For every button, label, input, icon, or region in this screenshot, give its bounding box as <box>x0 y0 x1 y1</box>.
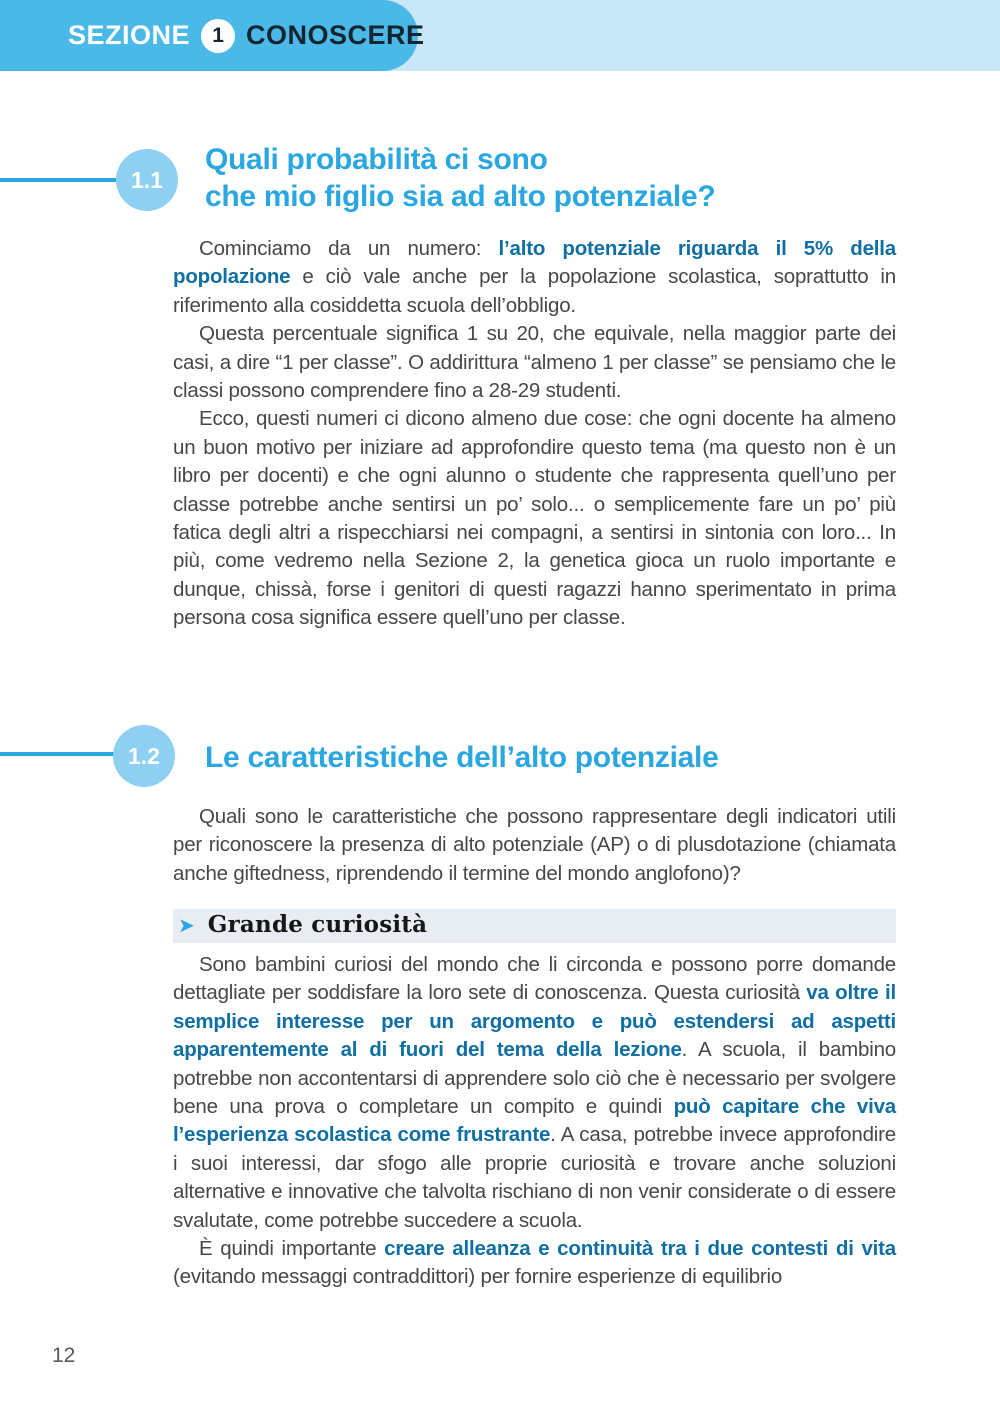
body-text: (evitando messaggi contraddittori) per fornire esperienze di equilibrio <box>173 1265 783 1289</box>
body-paragraph <box>173 1235 896 1292</box>
section-heading-1-2 <box>205 739 718 776</box>
subheading-label: Grande curiosità <box>207 911 428 938</box>
body-paragraph <box>173 951 896 1235</box>
section-badge-1-1: 1.1 <box>116 149 178 211</box>
section-label: SEZIONE <box>68 20 191 50</box>
body-paragraph <box>173 405 896 632</box>
body-text: . A scuola, il bambino potrebbe non accontentarsi di apprendere solo ciò che è necessario per svolgere bene una prova o completare un compito e quindi <box>173 1038 896 1119</box>
emphasis-text: va oltre il semplice interesse per un argomento e può estendersi ad aspetti apparentemente al di fuori del tema della lezione <box>173 981 896 1062</box>
body-text: È quindi importante <box>199 1237 385 1261</box>
curiosity-body <box>173 951 896 1292</box>
body-paragraph <box>173 320 896 405</box>
body-text: Questa percentuale significa 1 su 20, che equivale, nella maggior parte dei casi, a dire “1 per classe”. O addirittura “almeno 1 per classe” se pensiamo che le classi possono comprendere fino a 28-29 studenti. <box>173 322 896 403</box>
section-rule <box>0 752 118 756</box>
body-text: Ecco, questi numeri ci dicono almeno due cose: che ogni docente ha almeno un buon motivo per iniziare ad approfondire questo tema (ma questo non è un libro per docenti) e che ogni alunno o studente che rappresenta quell’uno per classe potrebbe anche sentirsi un po’ solo... o semplicemente fare un po’ più fatica degli altri a rispecchiarsi nei compagni, a sentirsi in sintonia con loro... In più, come vedremo nella Sezione 2, la genetica gioca un ruolo importante e dunque, chissà, forse i genitori di questi ragazzi hanno sperimentato in prima persona cosa significa essere quell’uno per classe. <box>173 407 896 630</box>
section-badge-1-2: 1.2 <box>113 725 175 787</box>
body-text: Cominciamo da un numero: <box>199 237 499 260</box>
body-paragraph <box>173 235 896 320</box>
heading-line: Quali probabilità ci sono <box>205 143 548 176</box>
heading-line: Le caratteristiche dell’alto potenziale <box>205 741 719 774</box>
emphasis-text: creare alleanza e continuità tra i due contesti di vita <box>384 1237 896 1261</box>
section-title: CONOSCERE <box>246 20 425 50</box>
body-text: . A casa, potrebbe invece approfondire i suoi interessi, dar sfogo alle proprie curiosità e trovare anche soluzioni alternative e innovative che talvolta rischiano di non venir considerate o di essere svalutate, come potrebbe succedere a scuola. <box>173 1123 896 1232</box>
section-number-badge: 1 <box>201 19 235 53</box>
section-heading-1-1 <box>205 141 715 215</box>
subheading-bar <box>173 909 896 943</box>
right-arrow-icon: ➤ <box>178 915 195 937</box>
page-number: 12 <box>52 1344 76 1367</box>
body-paragraph <box>173 803 896 888</box>
section-1-1-body <box>173 235 896 633</box>
heading-line: che mio figlio sia ad alto potenziale? <box>205 180 716 213</box>
body-text: Quali sono le caratteristiche che possono rappresentare degli indicatori utili per riconoscere la presenza di alto potenziale (AP) o di plusdotazione (chiamata anche giftedness, riprendendo il termine del mondo anglofono)? <box>173 805 896 885</box>
section-rule <box>0 178 122 182</box>
body-text: e ciò vale anche per la popolazione scolastica, soprattutto in riferimento alla cosiddetta scuola dell’obbligo. <box>173 265 896 317</box>
body-text: Sono bambini curiosi del mondo che li circonda e possono porre domande dettagliate per soddisfare la loro sete di conoscenza. Questa curiosità <box>173 953 896 1005</box>
emphasis-text: può capitare che viva l’esperienza scolastica come frustrante <box>173 1095 896 1147</box>
section-1-2-intro <box>173 803 896 888</box>
section-banner <box>0 0 425 71</box>
emphasis-text: l’alto potenziale riguarda il 5% della popolazione <box>173 237 896 289</box>
